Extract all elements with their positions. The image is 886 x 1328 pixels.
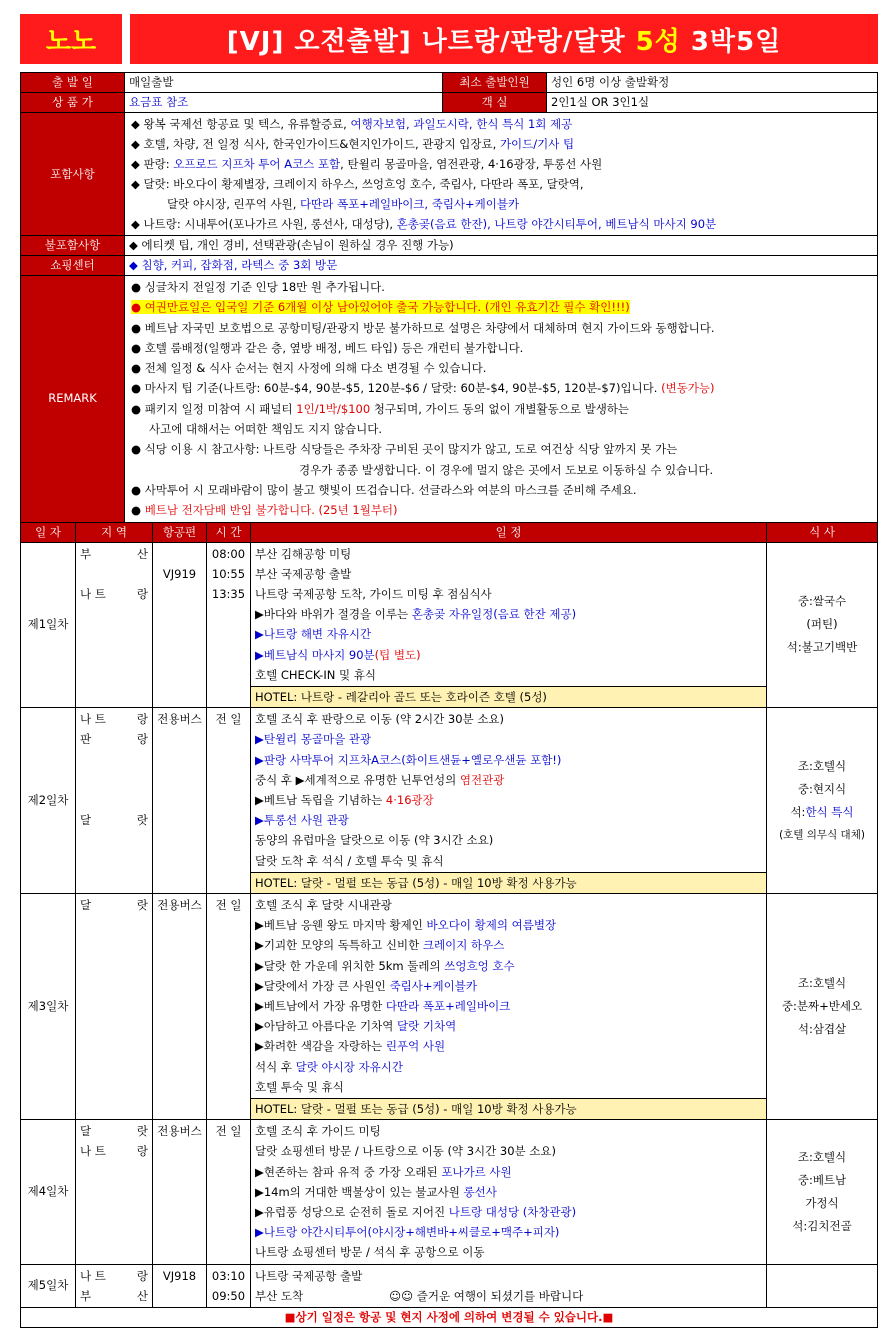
depart-label: 출 발 일 — [21, 73, 125, 93]
included-item: ◆ 나트랑: 시내투어(포나가르 사원, 롱선사, 대성당), 혼총곶(음료 한잔), 나트랑 야간시티투어, 베트남식 마사지 90분 — [131, 217, 717, 231]
brand-logo: 노노 — [20, 14, 122, 64]
depart-value: 매일출발 — [125, 73, 443, 93]
region-cell: 달 랏 — [76, 894, 153, 1120]
excluded-value: ◆ 에티켓 팁, 개인 경비, 선택관광(손님이 원하실 경우 진행 가능) — [125, 236, 878, 256]
room-value: 2인1실 OR 3인1실 — [547, 93, 878, 113]
flight-code: VJ919 — [153, 542, 207, 708]
meal-cell: 중:쌀국수 (퍼틴) 석:불고기백반 — [767, 542, 878, 708]
remark-item: ● 베트남 전자담배 반입 불가합니다. (25년 1월부터) — [131, 503, 398, 518]
region: 나 트 랑 — [80, 586, 148, 601]
remark-list — [125, 276, 878, 523]
title-duration: 3박5일 — [690, 26, 782, 57]
region-cell: 달 랏 나 트 랑 — [76, 1120, 153, 1264]
itinerary-header — [21, 522, 878, 542]
schedule-cell — [251, 542, 767, 708]
footer-notice: ■상기 일정은 항공 및 현지 사정에 의하여 변경될 수 있습니다.■ — [21, 1308, 878, 1328]
time-cell: 전 일 — [207, 1120, 251, 1264]
col-meal: 식 사 — [767, 522, 878, 542]
included-item: 달랏 야시장, 린푸억 사원, 다딴라 폭포+레일바이크, 죽림사+케이블카 — [167, 197, 520, 211]
time-cell: 08:00 10:55 13:35 — [207, 542, 251, 708]
day-row — [21, 1120, 878, 1264]
region: 부 산 — [80, 546, 148, 561]
day-label: 제3일차 — [21, 894, 76, 1120]
excluded-label: 불포함사항 — [21, 236, 125, 256]
hotel-info: HOTEL: 나트랑 - 레갈리아 골드 또는 호라이즌 호텔 (5성) — [251, 686, 766, 707]
day-row — [21, 1264, 878, 1307]
remark-item: 경우가 종종 발생합니다. 이 경우에 멀지 않은 곳에서 도보로 이동하실 수 있습니다. — [299, 462, 714, 477]
included-item: ◆ 왕복 국제선 항공료 및 텍스, 유류할증료, 여행자보험, 과일도시락, 한식 특식 1회 제공 — [131, 117, 573, 131]
remark-item: ● 사막투어 시 모래바람이 많이 불고 햇빛이 뜨겁습니다. 선글라스와 여분의 마스크를 준비해 주세요. — [131, 482, 637, 497]
meal-cell: 조:호텔식 중:현지식 석:한식 특식 (호텔 의무식 대체) — [767, 708, 878, 894]
day-label: 제4일차 — [21, 1120, 76, 1264]
meal-cell — [767, 1264, 878, 1307]
day-label: 제1일차 — [21, 542, 76, 708]
remark-item: ● 싱글차지 전일정 기준 인당 18만 원 추가됩니다. — [131, 280, 385, 294]
meal-cell: 조:호텔식 중:분짜+반세오 석:삼겹살 — [767, 894, 878, 1120]
meal-cell: 조:호텔식 중:베트남 가정식 석:김치전골 — [767, 1120, 878, 1264]
time-cell: 03:10 09:50 — [207, 1264, 251, 1307]
remark-item: ● 식당 이용 시 참고사항: 나트랑 식당들은 주차장 구비된 곳이 많지가 않고, 도로 여건상 식당 앞까지 못 가는 — [131, 442, 678, 457]
time-cell: 전 일 — [207, 708, 251, 894]
schedule-cell: 호텔 조식 후 판랑으로 이동 (약 2시간 30분 소요) ▶탄윌리 몽골마을 관광 ▶판랑 사막투어 지프차A코스(화이트샌듄+옐로우샌듄 포함!) 중식 후 ▶세계적으로 유명한 닌투언성의 염전관광 ▶베트남 독립을 기념하는 4·16광장 ▶투롱선 사원 관광 동양의 유럽마을 달랏으로 이동 (약 3시간 소요) 달랏 도착 후 석식 / 호텔 투숙 및 휴식 HOTEL: 달랏 - 멀펄 또는 동급 (5성) - 매일 10방 확정 사용가능 — [251, 708, 767, 894]
remark-item: ● 전체 일정 & 식사 순서는 현지 사정에 의해 다소 변경될 수 있습니다. — [131, 361, 487, 376]
page — [20, 14, 878, 1328]
remark-item: ● 패키지 일정 미참여 시 패널티 1인/1박/$100 청구되며, 가이드 동의 없이 개별활동으로 발생하는 — [131, 401, 630, 416]
region-cell: 나 트 랑 판 랑 달 랏 — [76, 708, 153, 894]
price-value: 요금표 참조 — [125, 93, 443, 113]
vehicle: 전용버스 — [153, 708, 207, 894]
remark-item: ● 호텔 룸배정(일행과 같은 층, 옆방 배정, 베드 타입) 등은 개런티 불가합니다. — [131, 340, 524, 355]
min-pax-label: 최소 출발인원 — [443, 73, 547, 93]
min-pax-value: 성인 6명 이상 출발확정 — [547, 73, 878, 93]
day-label: 제2일차 — [21, 708, 76, 894]
remark-item: ● 마사지 팁 기준(나트랑: 60분-$4, 90분-$5, 120분-$6 / 달랏: 60분-$4, 90분-$5, 120분-$7)입니다. (변동가능) — [131, 381, 715, 396]
remark-item: 사고에 대해서는 어떠한 책임도 지지 않습니다. — [149, 422, 383, 437]
col-region: 지 역 — [76, 522, 153, 542]
included-item: ◆ 호텔, 차량, 전 일정 식사, 한국인가이드&현지인가이드, 관광지 입장료, 가이드/기사 팁 — [131, 137, 575, 151]
day-label: 제5일차 — [21, 1264, 76, 1307]
col-flight: 항공편 — [153, 522, 207, 542]
price-label: 상 품 가 — [21, 93, 125, 113]
room-label: 객 실 — [443, 93, 547, 113]
col-day: 일 자 — [21, 522, 76, 542]
remark-item: ● 여권만료일은 입국일 기준 6개월 이상 남아있어야 출국 가능합니다. (개인 유효기간 필수 확인!!!) — [131, 300, 630, 315]
flight-code: VJ918 — [153, 1264, 207, 1307]
page-title — [130, 14, 878, 64]
schedule-lines: 부산 김해공항 미팅 부산 국제공항 출발 나트랑 국제공항 도착, 가이드 미팅 후 점심식사 ▶바다와 바위가 절경을 이루는 혼총곶 자유일정(음료 한잔 제공) ▶나트랑 해변 자유시간 ▶베트남식 마사지 90분(팁 별도) 호텔 CHECK-IN 및 휴식 — [255, 546, 577, 682]
vehicle: 전용버스 — [153, 894, 207, 1120]
included-label: 포함사항 — [21, 113, 125, 236]
col-schedule: 일 정 — [251, 522, 767, 542]
info-table — [20, 72, 878, 523]
vehicle: 전용버스 — [153, 1120, 207, 1264]
shopping-value: ◆ 침향, 커피, 잡화점, 라텍스 중 3회 방문 — [125, 256, 878, 276]
day-row — [21, 542, 878, 708]
included-item: ◆ 달랏: 바오다이 황제별장, 크레이지 하우스, 쓰엉흐엉 호수, 죽림사, 다딴라 폭포, 달랏역, — [131, 177, 584, 191]
day-row — [21, 894, 878, 1120]
shopping-label: 쇼핑센터 — [21, 256, 125, 276]
schedule-cell: 호텔 조식 후 가이드 미팅 달랏 쇼핑센터 방문 / 나트랑으로 이동 (약 3시간 30분 소요) ▶현존하는 참파 유적 중 가장 오래된 포나가르 사원 ▶14m의 거대한 백불상이 있는 불교사원 롱선사 ▶유럽풍 성당으로 순전히 돌로 지어진 나트랑 대성당 (차창관광) ▶나트랑 야간시티투어(야시장+해변바+씨클로+맥주+피자) 나트랑 쇼핑센터 방문 / 석식 후 공항으로 이동 — [251, 1120, 767, 1264]
header-banner — [20, 14, 878, 64]
col-time: 시 간 — [207, 522, 251, 542]
remark-item: ● 베트남 자국민 보호법으로 공항미팅/관광지 방문 불가하므로 설명은 차량에서 대체하며 현지 가이드와 동행합니다. — [131, 320, 715, 335]
time-cell: 전 일 — [207, 894, 251, 1120]
schedule-cell: 나트랑 국제공항 출발 부산 도착 ☺☺ 즐거운 여행이 되셨기를 바랍니다 — [251, 1264, 767, 1307]
itinerary-table — [20, 522, 878, 1328]
remark-label: REMARK — [21, 276, 125, 523]
hotel-info: HOTEL: 달랏 - 멀펄 또는 동급 (5성) - 매일 10방 확정 사용가능 — [251, 1098, 766, 1119]
included-list — [125, 113, 878, 236]
title-main: [VJ] 오전출발] 나트랑/판랑/달랏 — [226, 26, 626, 57]
day-row — [21, 708, 878, 894]
region-cell — [76, 542, 153, 708]
included-item: ◆ 판랑: 오프로드 지프차 투어 A코스 포함, 탄윌리 몽골마을, 염전관광, 4·16광장, 투롱선 사원 — [131, 157, 603, 171]
title-star: 5성 — [635, 26, 681, 57]
schedule-cell: 호텔 조식 후 달랏 시내관광 ▶베트남 응웬 왕도 마지막 황제인 바오다이 황제의 여름별장 ▶기괴한 모양의 독특하고 신비한 크레이지 하우스 ▶달랏 한 가운데 위치한 5km 둘레의 쓰엉흐엉 호수 ▶달랏에서 가장 큰 사원인 죽림사+케이블카 ▶베트남에서 가장 유명한 다딴라 폭포+레일바이크 ▶아담하고 아름다운 기차역 달랏 기차역 ▶화려한 색감을 자랑하는 린푸억 사원 석식 후 달랏 야시장 자유시간 호텔 투숙 및 휴식 HOTEL: 달랏 - 멀펄 또는 동급 (5성) - 매일 10방 확정 사용가능 — [251, 894, 767, 1120]
region-cell: 나 트 랑 부 산 — [76, 1264, 153, 1307]
hotel-info: HOTEL: 달랏 - 멀펄 또는 동급 (5성) - 매일 10방 확정 사용가능 — [251, 872, 766, 893]
